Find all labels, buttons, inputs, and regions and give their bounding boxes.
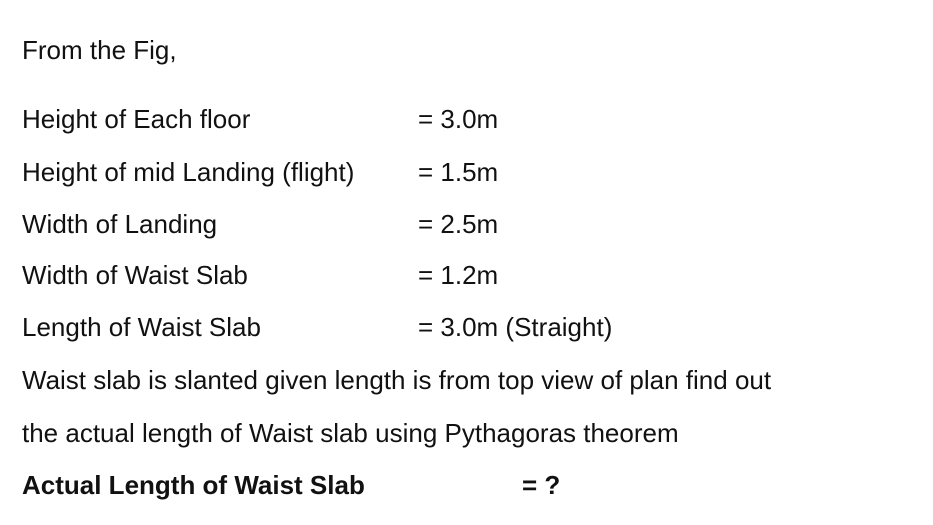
intro-text: From the Fig, xyxy=(22,35,177,65)
row-label-landing-width: Width of Landing xyxy=(22,209,218,239)
row-label-waist-slab-length: Length of Waist Slab xyxy=(22,312,261,342)
row-value-waist-slab-length: = 3.0m (Straight) xyxy=(418,312,613,342)
paragraph-line-2: the actual length of Waist slab using Pythagoras theorem xyxy=(22,418,679,448)
paragraph-line-1: Waist slab is slanted given length is from top view of plan find out xyxy=(22,365,772,395)
row-label-floor-height: Height of Each floor xyxy=(22,104,251,134)
result-value: = ? xyxy=(522,470,561,500)
row-value-mid-landing-height: = 1.5m xyxy=(418,157,499,187)
row-value-waist-slab-width: = 1.2m xyxy=(418,260,499,290)
row-value-floor-height: = 3.0m xyxy=(418,104,499,134)
row-label-waist-slab-width: Width of Waist Slab xyxy=(22,260,248,290)
row-label-mid-landing-height: Height of mid Landing (flight) xyxy=(22,157,355,187)
row-value-landing-width: = 2.5m xyxy=(418,209,499,239)
result-label: Actual Length of Waist Slab xyxy=(22,470,365,500)
